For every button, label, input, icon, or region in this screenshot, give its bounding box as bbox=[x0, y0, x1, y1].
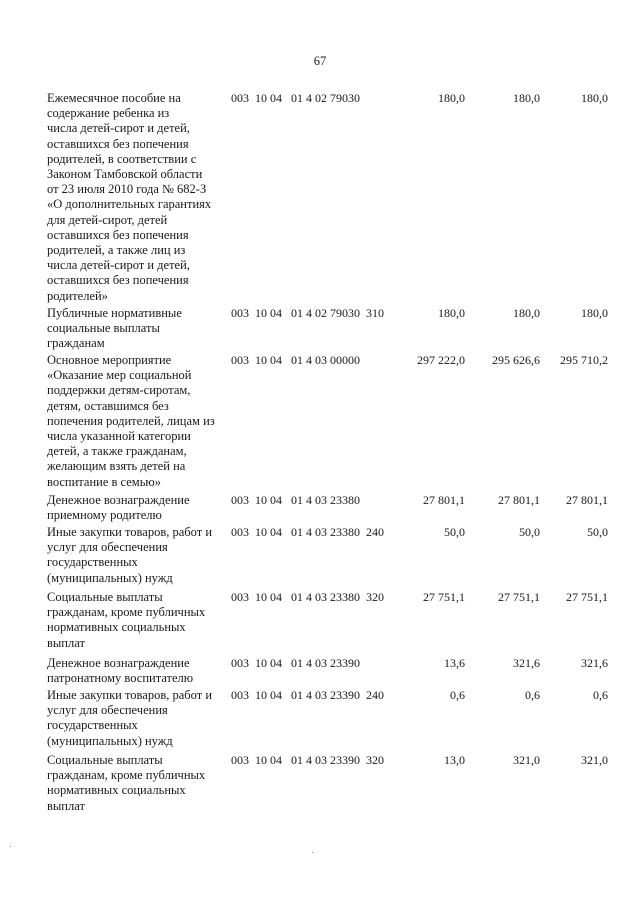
row-value-2: 321,0 bbox=[513, 753, 540, 767]
row-budget-code: 003 10 04 01 4 03 23390 320 bbox=[231, 753, 384, 767]
scan-speck bbox=[312, 852, 313, 853]
row-value-2: 180,0 bbox=[513, 306, 540, 320]
row-value-1: 13,6 bbox=[444, 656, 465, 670]
row-value-2: 27 751,1 bbox=[498, 590, 540, 604]
page-number: 67 bbox=[313, 54, 327, 68]
row-budget-code: 003 10 04 01 4 03 23380 bbox=[231, 493, 360, 507]
row-budget-code: 003 10 04 01 4 03 23390 bbox=[231, 656, 360, 670]
row-value-2: 180,0 bbox=[513, 91, 540, 105]
row-value-3: 180,0 bbox=[581, 91, 608, 105]
row-value-1: 180,0 bbox=[438, 306, 465, 320]
row-description: Социальные выплаты гражданам, кроме публичных нормативных социальных выплат bbox=[47, 753, 206, 813]
row-description: Иные закупки товаров, работ и услуг для обеспечения государственных (муниципальных) нужд bbox=[47, 688, 213, 748]
row-value-1: 0,6 bbox=[450, 688, 465, 702]
row-description: Иные закупки товаров, работ и услуг для обеспечения государственных (муниципальных) нужд bbox=[47, 525, 213, 585]
row-value-3: 321,6 bbox=[581, 656, 608, 670]
row-description: Денежное вознаграждение приемному родителю bbox=[47, 493, 190, 523]
row-value-1: 27 751,1 bbox=[423, 590, 465, 604]
scan-speck bbox=[10, 846, 11, 847]
row-value-1: 297 222,0 bbox=[417, 353, 465, 367]
row-description: Основное мероприятие «Оказание мер социальной поддержки детям-сиротам, детям, оставшимся без попечения родителей, лицам из числа указанной категории детей, а также гражданам, желающим взять детей на воспитание в семью» bbox=[47, 353, 215, 489]
row-budget-code: 003 10 04 01 4 03 00000 bbox=[231, 353, 360, 367]
row-value-1: 27 801,1 bbox=[423, 493, 465, 507]
row-value-3: 321,0 bbox=[581, 753, 608, 767]
row-description: Ежемесячное пособие на содержание ребенка из числа детей-сирот и детей, оставшихся без попечения родителей, в соответствии с Законом Тамбовской области от 23 июля 2010 года № 682-З «О дополнительных гарантиях для детей-сирот, детей оставшихся без попечения родителей, а также лиц из числа детей-сирот и детей, оставшихся без попечения родителей» bbox=[47, 91, 212, 303]
row-value-3: 50,0 bbox=[587, 525, 608, 539]
row-description: Социальные выплаты гражданам, кроме публичных нормативных социальных выплат bbox=[47, 590, 206, 650]
row-value-3: 180,0 bbox=[581, 306, 608, 320]
row-budget-code: 003 10 04 01 4 02 79030 bbox=[231, 91, 360, 105]
row-value-3: 0,6 bbox=[593, 688, 608, 702]
row-value-2: 321,6 bbox=[513, 656, 540, 670]
row-description: Денежное вознаграждение патронатному воспитателю bbox=[47, 656, 194, 686]
row-value-2: 50,0 bbox=[519, 525, 540, 539]
row-budget-code: 003 10 04 01 4 03 23380 320 bbox=[231, 590, 384, 604]
row-value-1: 13,0 bbox=[444, 753, 465, 767]
row-value-3: 27 801,1 bbox=[566, 493, 608, 507]
row-value-3: 27 751,1 bbox=[566, 590, 608, 604]
row-value-2: 0,6 bbox=[525, 688, 540, 702]
row-description: Публичные нормативные социальные выплаты гражданам bbox=[47, 306, 182, 351]
row-budget-code: 003 10 04 01 4 03 23380 240 bbox=[231, 525, 384, 539]
row-value-1: 180,0 bbox=[438, 91, 465, 105]
row-value-2: 295 626,6 bbox=[492, 353, 540, 367]
row-value-2: 27 801,1 bbox=[498, 493, 540, 507]
row-budget-code: 003 10 04 01 4 02 79030 310 bbox=[231, 306, 384, 320]
row-value-1: 50,0 bbox=[444, 525, 465, 539]
row-value-3: 295 710,2 bbox=[560, 353, 608, 367]
row-budget-code: 003 10 04 01 4 03 23390 240 bbox=[231, 688, 384, 702]
